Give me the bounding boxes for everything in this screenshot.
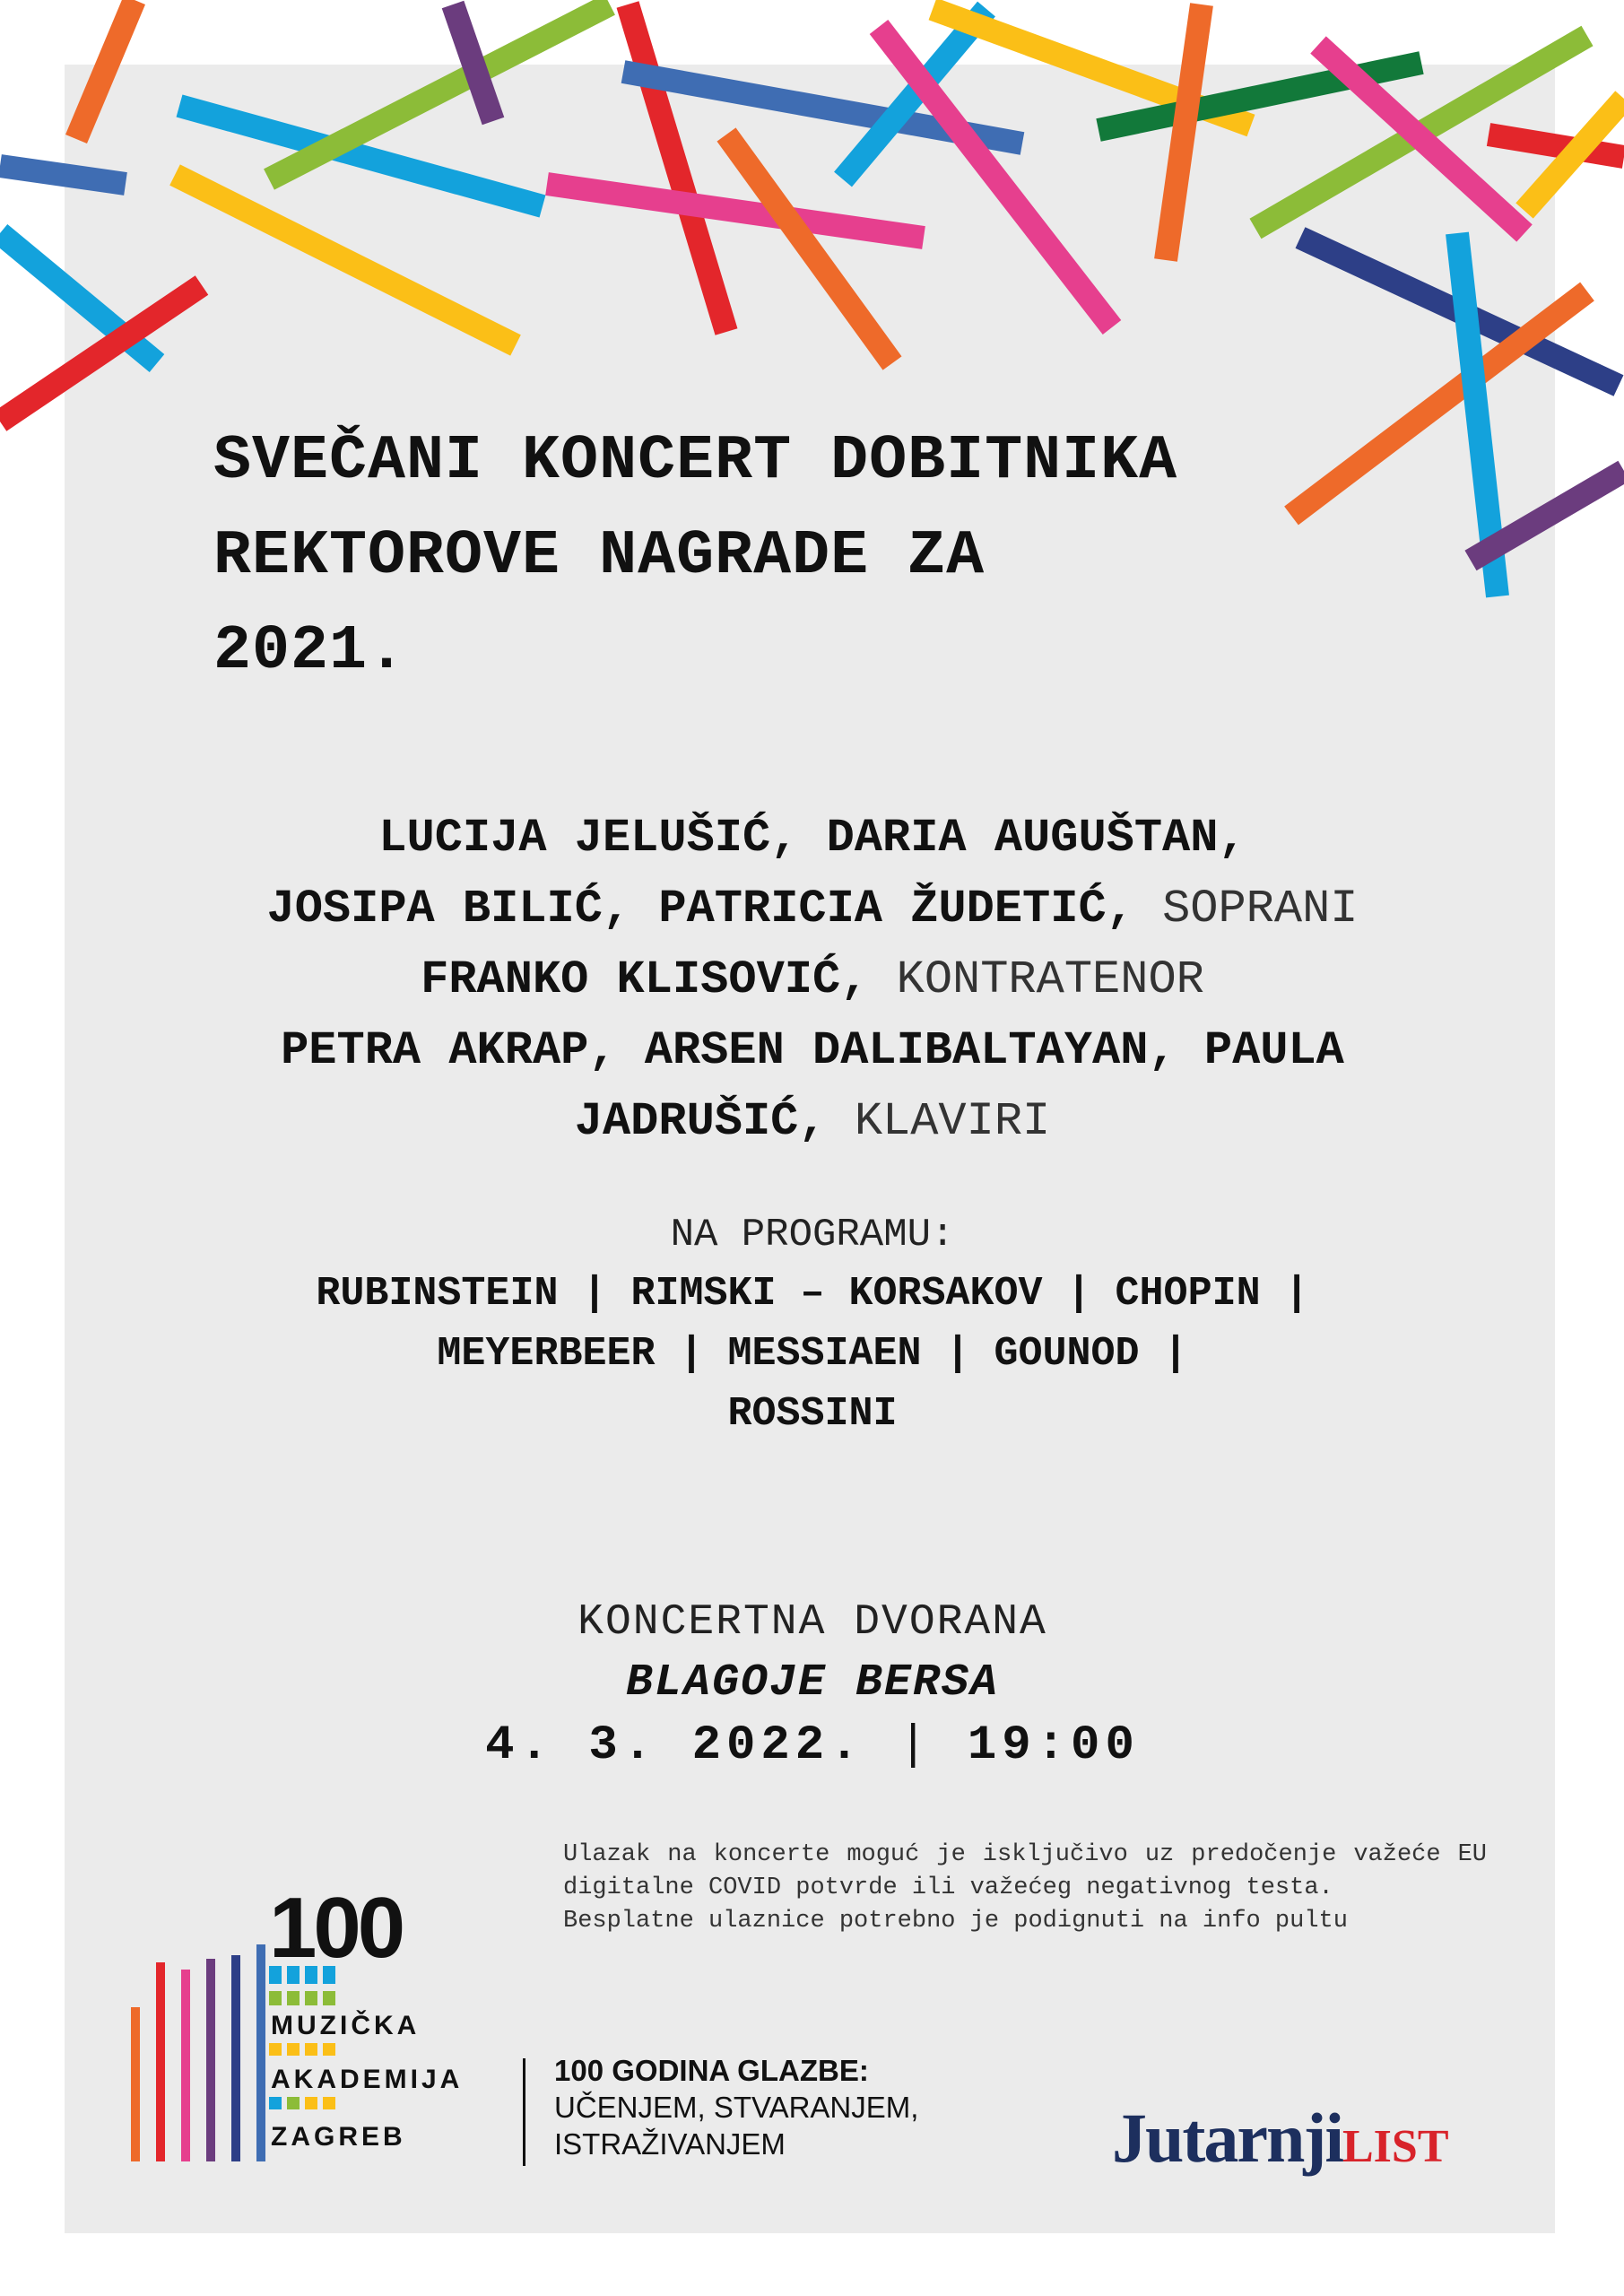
performers-line-4	[100, 1015, 1524, 1086]
logo-divider	[523, 2058, 525, 2166]
performers-line-1	[100, 803, 1524, 874]
sopranos-names-b: JOSIPA BILIĆ, PATRICIA ŽUDETIĆ,	[266, 883, 1134, 935]
countertenor-name: FRANKO KLISOVIĆ,	[421, 953, 869, 1006]
jutarnji-logo-main: Jutarnji	[1112, 2099, 1342, 2177]
covid-notice: Ulazak na koncerte moguć je isključivo uz predočenje važeće EU digitalne COVID potvrde ili važećeg negativnog testa.	[563, 1841, 1487, 1901]
slogan-line-3: ISTRAŽIVANJEM	[554, 2127, 786, 2161]
performers-line-2	[100, 874, 1524, 944]
decorative-stick	[175, 175, 516, 345]
hall-label: KONCERTNA DVORANA	[578, 1598, 1047, 1647]
jutarnji-logo-list: LIST	[1342, 2121, 1449, 2172]
hall-name: BLAGOJE BERSA	[625, 1657, 1000, 1709]
decorative-stick	[547, 184, 924, 238]
pianists-names-a: PETRA AKRAP, ARSEN DALIBALTAYAN, PAULA	[281, 1024, 1344, 1077]
decorative-stick	[1166, 4, 1202, 260]
logo-word-zagreb: ZAGREB	[271, 2122, 406, 2152]
decorative-stick	[628, 4, 726, 332]
role-countertenor: KONTRATENOR	[868, 953, 1204, 1006]
title-line-2: REKTOROVE NAGRADE ZA	[213, 521, 986, 592]
sopranos-names-a: LUCIJA JELUŠIĆ, DARIA AUGUŠTAN,	[378, 812, 1246, 865]
entry-notice	[563, 1839, 1487, 1938]
slogan-line-1: 100 GODINA GLAZBE:	[554, 2054, 869, 2087]
composers-line-3: ROSSINI	[727, 1391, 898, 1437]
concert-title	[213, 414, 1469, 700]
jutarnji-list-logo	[1112, 2099, 1449, 2177]
muzicka-akademija-logo	[126, 1892, 628, 2179]
logo-word-akademija: AKADEMIJA	[271, 2065, 464, 2094]
pianists-names-b: JADRUŠIĆ,	[574, 1095, 827, 1148]
decorative-stick	[0, 166, 126, 184]
composers-line-1: RUBINSTEIN | RIMSKI – KORSAKOV | CHOPIN |	[316, 1271, 1309, 1317]
title-line-3: 2021.	[213, 616, 407, 687]
slogan-line-2: UČENJEM, STVARANJEM,	[554, 2091, 919, 2124]
decorative-stick	[76, 0, 135, 139]
decorative-stick	[726, 135, 892, 363]
program-heading: NA PROGRAMU:	[670, 1213, 955, 1257]
role-pianists: KLAVIRI	[826, 1095, 1051, 1148]
event-datetime	[100, 1714, 1524, 1779]
performers-list	[100, 803, 1524, 1157]
logo-number: 100	[269, 1892, 403, 1976]
venue-section	[100, 1592, 1524, 1779]
centenary-slogan	[554, 2052, 1020, 2162]
performers-line-5	[100, 1086, 1524, 1157]
decorative-stick	[269, 4, 610, 179]
title-line-1: SVEČANI KONCERT DOBITNIKA	[213, 426, 1178, 497]
event-date: 4. 3. 2022.	[485, 1718, 864, 1773]
logo-word-muzicka: MUZIČKA	[271, 2011, 421, 2040]
event-time: 19:00	[967, 1718, 1140, 1773]
role-sopranos: SOPRANI	[1133, 883, 1359, 935]
composers-line-2: MEYERBEER | MESSIAEN | GOUNOD |	[437, 1331, 1188, 1377]
program-section	[100, 1206, 1524, 1444]
datetime-separator: |	[899, 1718, 934, 1773]
tickets-notice: Besplatne ulaznice potrebno je podignuti na info pultu	[563, 1908, 1348, 1935]
performers-line-3	[100, 944, 1524, 1015]
